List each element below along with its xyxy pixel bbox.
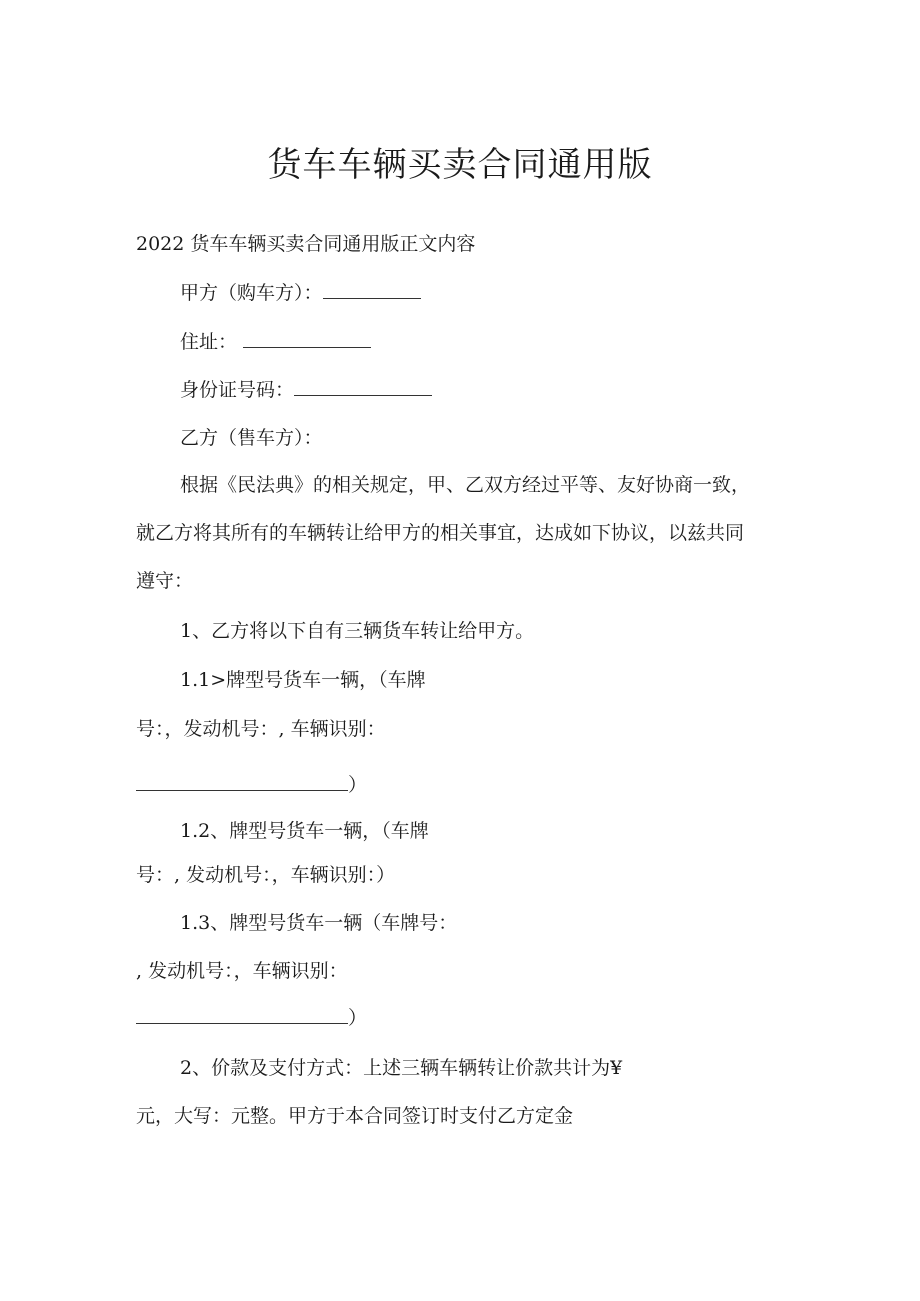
item-1-3-close: ） xyxy=(348,1007,368,1029)
item-1-3-line-3 xyxy=(136,1003,367,1033)
party-b-label: 乙方（售车方）： xyxy=(180,427,323,449)
document-subtitle: 2022 货车车辆买卖合同通用版正文内容 xyxy=(136,233,476,255)
party-a-row xyxy=(180,278,421,308)
item-1-1-close: ） xyxy=(348,774,368,796)
item-1-1-line-2: 号：，发动机号：, 车辆识别： xyxy=(136,718,386,740)
id-number-row xyxy=(180,375,432,405)
item-1-1-line-3 xyxy=(136,770,367,800)
id-number-label: 身份证号码： xyxy=(180,379,295,401)
clause-2-line-2: 元，大写：元整。甲方于本合同签订时支付乙方定金 xyxy=(136,1105,574,1127)
preamble-line-1: 根据《民法典》的相关规定，甲、乙双方经过平等、友好协商一致， xyxy=(180,474,751,496)
vin-blank-1 xyxy=(136,772,348,791)
address-blank xyxy=(243,329,371,348)
item-1-3-line-1: 1.3、牌型号货车一辆（车牌号： xyxy=(180,912,458,934)
preamble-line-3: 遵守： xyxy=(136,570,194,592)
item-1-3-line-2: , 发动机号：，车辆识别： xyxy=(136,960,348,982)
item-1-2-line-2: 号：, 发动机号：，车辆识别：） xyxy=(136,864,396,886)
document-title: 货车车辆买卖合同通用版 xyxy=(267,145,653,185)
item-1-2-line-1: 1.2、牌型号货车一辆，（车牌 xyxy=(180,820,429,842)
clause-2-line-1: 2、价款及支付方式：上述三辆车辆转让价款共计为¥ xyxy=(180,1057,623,1079)
clause-1: 1、乙方将以下自有三辆货车转让给甲方。 xyxy=(180,620,535,642)
address-row xyxy=(180,327,371,357)
party-a-label: 甲方（购车方）： xyxy=(180,282,323,304)
address-label: 住址： xyxy=(180,331,238,353)
party-a-blank xyxy=(323,280,421,299)
id-number-blank xyxy=(294,377,432,396)
preamble-line-2: 就乙方将其所有的车辆转让给甲方的相关事宜，达成如下协议，以兹共同 xyxy=(136,522,745,544)
vin-blank-3 xyxy=(136,1005,348,1024)
item-1-1-line-1: 1.1>牌型号货车一辆，（车牌 xyxy=(180,669,426,691)
